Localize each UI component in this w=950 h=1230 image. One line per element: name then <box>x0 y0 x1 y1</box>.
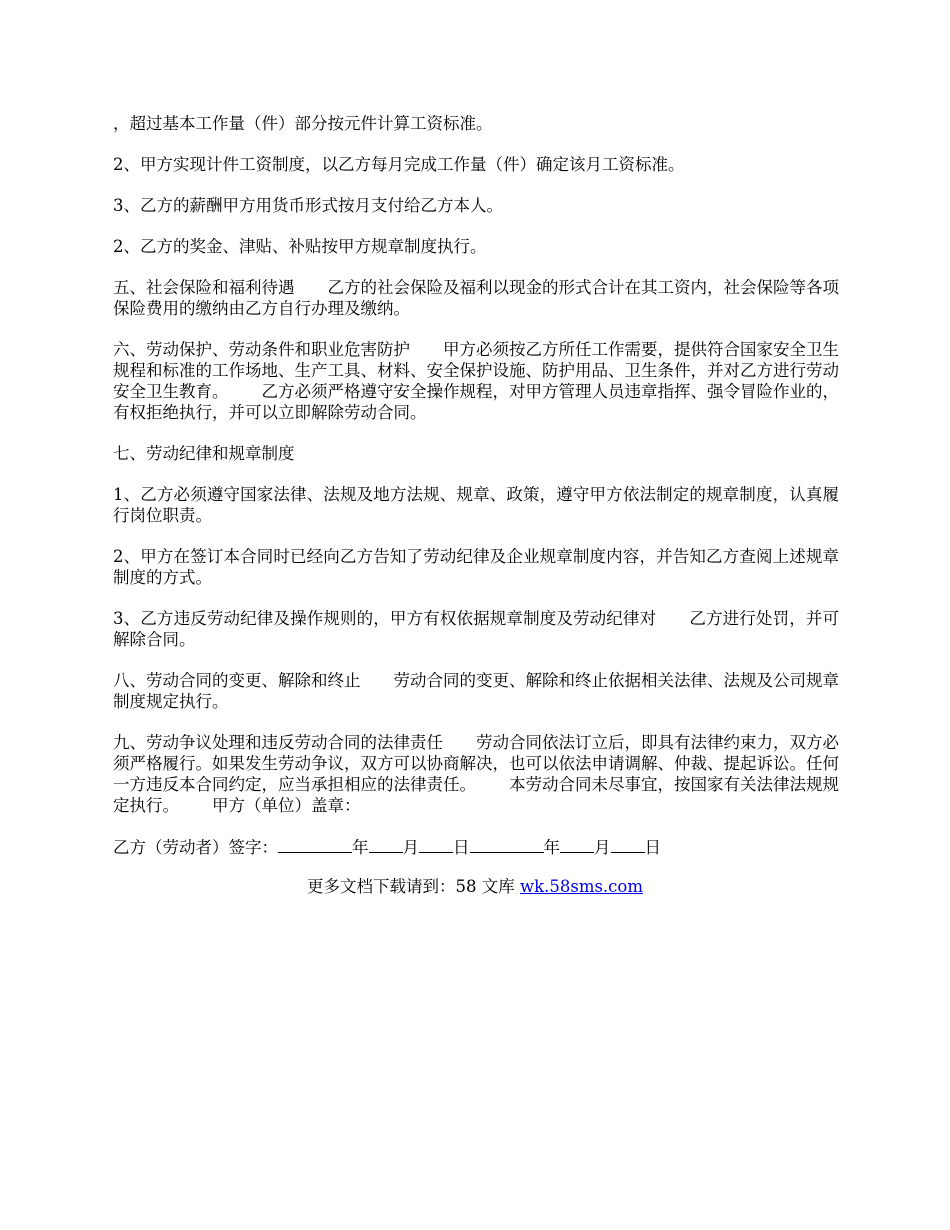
footer-text: 更多文档下载请到：58 文库 <box>306 877 520 896</box>
month-label: 月 <box>594 838 611 857</box>
section-heading: 五、社会保险和福利待遇 <box>113 278 295 297</box>
section-7-heading <box>113 443 839 464</box>
day-blank <box>611 836 645 853</box>
signature-blank <box>278 836 352 853</box>
paragraph-3 <box>113 195 839 216</box>
section-9-disputes <box>113 732 839 816</box>
year-blank <box>470 836 544 853</box>
month-label: 月 <box>402 838 419 857</box>
month-blank <box>369 836 403 853</box>
day-blank <box>419 836 453 853</box>
section-text: 甲方（单位）盖章： <box>212 796 361 815</box>
section-heading: 八、劳动合同的变更、解除和终止 <box>113 671 361 690</box>
document-body <box>113 113 839 878</box>
section-text: 甲方必须按乙方所任工作需要，提供符合国家安全卫生规程和标准的工作场地、生产工具、材料、安全保护设施、防护用品、卫生条件，并对乙方进行劳动安全卫生教育。 <box>113 340 839 401</box>
paragraph-text: 3、乙方的薪酬甲方用货币形式按月支付给乙方本人。 <box>113 196 503 215</box>
paragraph-text: 乙方进行处罚，并可解除合同。 <box>113 609 840 649</box>
paragraph-text: 2、甲方实现计件工资制度，以乙方每月完成工作量（件）确定该月工资标准。 <box>113 155 685 174</box>
section-8-contract-change <box>113 670 839 712</box>
download-footer <box>0 876 950 897</box>
section-text: 乙方必须严格遵守安全操作规程，对甲方管理人员违章指挥、强令冒险作业的，有权拒绝执行，并可以立即解除劳动合同。 <box>113 382 839 422</box>
paragraph-2 <box>113 154 839 175</box>
section-7-item-1 <box>113 484 839 526</box>
section-text: 本劳动合同未尽事宜，按国家有关法律法规规定执行。 <box>113 775 839 815</box>
section-text: 乙方的社会保险及福利以现金的形式合计在其工资内，社会保险等各项保险费用的缴纳由乙方自行办理及缴纳。 <box>113 278 839 318</box>
section-heading: 九、劳动争议处理和违反劳动合同的法律责任 <box>113 733 443 752</box>
section-text: 劳动合同依法订立后，即具有法律约束力，双方必须严格履行。如果发生劳动争议，双方可以协商解决，也可以依法申请调解、仲裁、提起诉讼。任何一方违反本合同约定，应当承担相应的法律责任。 <box>113 733 839 794</box>
signature-label: 乙方（劳动者）签字： <box>113 838 278 857</box>
day-label: 日 <box>453 838 470 857</box>
section-5-social-insurance <box>113 277 839 319</box>
section-7-item-3 <box>113 608 839 650</box>
paragraph-4 <box>113 236 839 257</box>
section-7-item-2 <box>113 546 839 588</box>
section-heading: 六、劳动保护、劳动条件和职业危害防护 <box>113 340 410 359</box>
paragraph-text: ，超过基本工作量（件）部分按元件计算工资标准。 <box>113 114 493 133</box>
paragraph-text: 2、甲方在签订本合同时已经向乙方告知了劳动纪律及企业规章制度内容，并告知乙方查阅上述规章制度的方式。 <box>113 547 839 587</box>
paragraph-text: 3、乙方违反劳动纪律及操作规则的，甲方有权依据规章制度及劳动纪律对 <box>113 609 657 628</box>
year-label: 年 <box>352 838 369 857</box>
paragraph-1 <box>113 113 839 134</box>
paragraph-text: 2、乙方的奖金、津贴、补贴按甲方规章制度执行。 <box>113 237 487 256</box>
signature-line <box>113 836 839 858</box>
paragraph-text: 1、乙方必须遵守国家法律、法规及地方法规、规章、政策，遵守甲方依法制定的规章制度，认真履行岗位职责。 <box>113 485 839 525</box>
section-text: 劳动合同的变更、解除和终止依据相关法律、法规及公司规章制度规定执行。 <box>113 671 839 711</box>
month-blank <box>560 836 594 853</box>
section-6-labor-protection <box>113 339 839 423</box>
day-label: 日 <box>644 838 661 857</box>
year-label: 年 <box>543 838 560 857</box>
footer-link[interactable]: wk.58sms.com <box>519 877 643 896</box>
section-heading: 七、劳动纪律和规章制度 <box>113 444 295 463</box>
